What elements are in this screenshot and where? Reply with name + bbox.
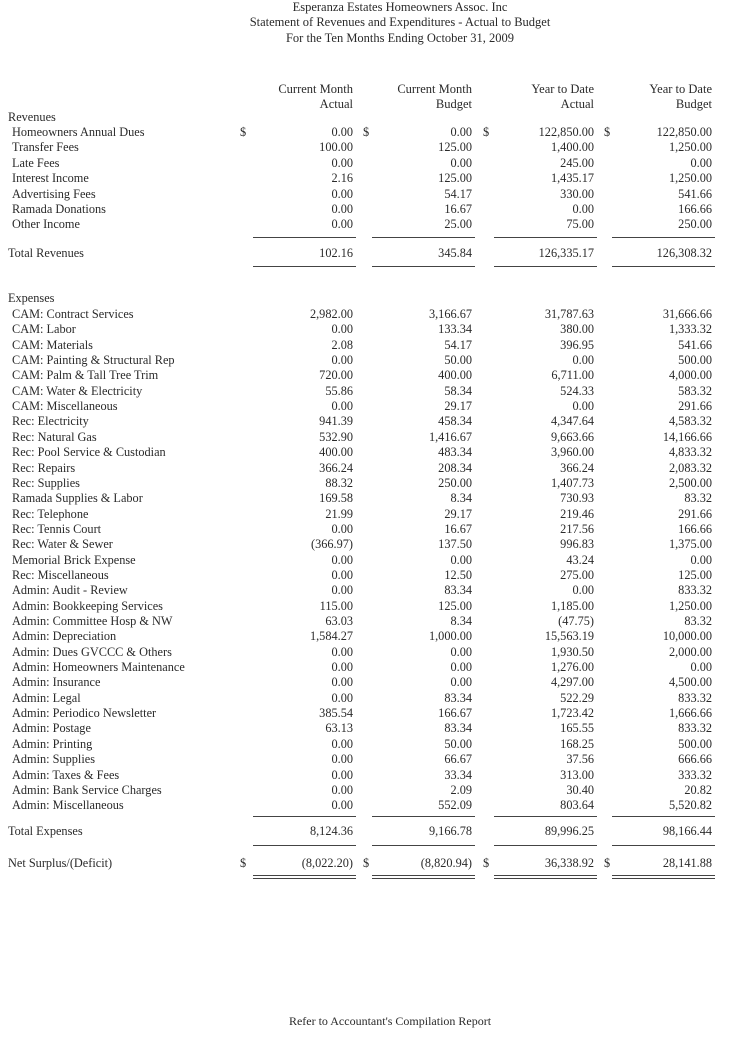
row-value: 166.67 [438, 706, 472, 720]
row-value: 14,166.66 [662, 430, 712, 444]
row-value: 208.34 [438, 461, 472, 475]
row-value: 0.00 [572, 202, 594, 216]
row-value: 1,400.00 [550, 140, 594, 154]
row-value: (47.75) [558, 614, 594, 628]
underline-rule [372, 816, 475, 817]
row-value: 21.99 [325, 507, 353, 521]
row-value: 2.08 [331, 338, 353, 352]
row-value: 126,335.17 [538, 246, 594, 260]
row-value: 1,435.17 [550, 171, 594, 185]
row-value: 8.34 [450, 491, 472, 505]
row-label: Admin: Committee Hosp & NW [12, 614, 173, 628]
row-label: Other Income [12, 217, 80, 231]
row-label: Admin: Depreciation [12, 629, 117, 643]
row-value: 133.34 [438, 322, 472, 336]
underline-rule [612, 237, 715, 238]
row-label: CAM: Palm & Tall Tree Trim [12, 368, 159, 382]
row-label: Rec: Tennis Court [12, 522, 102, 536]
row-value: 1,375.00 [668, 537, 712, 551]
row-value: 165.55 [560, 721, 594, 735]
row-value: 541.66 [678, 338, 712, 352]
currency-symbol: $ [483, 125, 490, 139]
row-value: 941.39 [319, 414, 353, 428]
row-value: 29.17 [444, 399, 472, 413]
row-label: Admin: Homeowners Maintenance [12, 660, 185, 674]
underline-rule [494, 816, 597, 817]
row-value: 2,000.00 [668, 645, 712, 659]
row-label: Rec: Supplies [12, 476, 80, 490]
underline-rule [372, 266, 475, 267]
row-label: Admin: Supplies [12, 752, 96, 766]
row-value: 8,124.36 [309, 824, 353, 838]
row-value: 250.00 [678, 217, 712, 231]
row-label: Rec: Electricity [12, 414, 89, 428]
row-value: 0.00 [331, 568, 353, 582]
row-value: 666.66 [678, 752, 712, 766]
row-value: 4,583.32 [668, 414, 712, 428]
row-value: 2,500.00 [668, 476, 712, 490]
currency-symbol: $ [604, 856, 611, 870]
row-value: 2.09 [450, 783, 472, 797]
row-value: 166.66 [678, 522, 712, 536]
row-value: 0.00 [331, 660, 353, 674]
underline-rule [612, 266, 715, 267]
row-value: 0.00 [331, 353, 353, 367]
row-value: 0.00 [450, 675, 472, 689]
row-value: 43.24 [566, 553, 594, 567]
row-value: 1,407.73 [550, 476, 594, 490]
row-label: Rec: Miscellaneous [12, 568, 109, 582]
row-value: 83.34 [444, 691, 472, 705]
row-value: 500.00 [678, 737, 712, 751]
row-value: 55.86 [325, 384, 353, 398]
row-value: 522.29 [560, 691, 594, 705]
currency-symbol: $ [363, 125, 370, 139]
footer-note: Refer to Accountant's Compilation Report [288, 1014, 492, 1028]
row-label: Admin: Bank Service Charges [12, 783, 162, 797]
underline-rule [253, 816, 356, 817]
row-value: 50.00 [444, 353, 472, 367]
row-value: 63.03 [325, 614, 353, 628]
row-value: 0.00 [450, 553, 472, 567]
underline-rule [372, 845, 475, 846]
row-value: 0.00 [450, 645, 472, 659]
row-label: Advertising Fees [12, 187, 96, 201]
row-label: Interest Income [12, 171, 89, 185]
row-value: 291.66 [678, 399, 712, 413]
row-label: Total Revenues [8, 246, 84, 260]
row-value: 3,166.67 [428, 307, 472, 321]
row-value: 385.54 [319, 706, 353, 720]
column-header-line2: Actual [560, 97, 594, 111]
underline-rule [372, 875, 475, 876]
row-value: 100.00 [319, 140, 353, 154]
row-label: CAM: Painting & Structural Rep [12, 353, 175, 367]
row-value: 137.50 [438, 537, 472, 551]
row-label: Rec: Natural Gas [12, 430, 97, 444]
row-value: 58.34 [444, 384, 472, 398]
row-value: 1,333.32 [668, 322, 712, 336]
underline-rule [372, 878, 475, 879]
row-label: Admin: Postage [12, 721, 91, 735]
row-value: 4,500.00 [668, 675, 712, 689]
report-title: Statement of Revenues and Expenditures - Actual to Budget [249, 15, 551, 29]
row-value: 83.32 [684, 491, 712, 505]
row-value: 996.83 [560, 537, 594, 551]
row-value: 291.66 [678, 507, 712, 521]
row-label: Admin: Taxes & Fees [12, 768, 120, 782]
column-header-line2: Budget [435, 97, 472, 111]
row-label: Rec: Telephone [12, 507, 89, 521]
row-value: 125.00 [438, 171, 472, 185]
row-value: 29.17 [444, 507, 472, 521]
row-label: Total Expenses [8, 824, 83, 838]
row-value: 0.00 [331, 522, 353, 536]
row-value: 126,308.32 [656, 246, 712, 260]
row-value: 125.00 [438, 140, 472, 154]
row-value: 16.67 [444, 522, 472, 536]
row-value: 833.32 [678, 691, 712, 705]
row-label: Admin: Printing [12, 737, 93, 751]
row-value: 31,787.63 [544, 307, 594, 321]
row-value: 0.00 [690, 553, 712, 567]
row-value: 10,000.00 [662, 629, 712, 643]
row-value: 1,584.27 [309, 629, 353, 643]
column-header-line1: Current Month [397, 82, 472, 96]
row-value: 98,166.44 [662, 824, 712, 838]
row-value: 541.66 [678, 187, 712, 201]
row-value: 31,666.66 [662, 307, 712, 321]
row-value: 122,850.00 [538, 125, 594, 139]
row-value: 0.00 [690, 660, 712, 674]
row-label: Admin: Dues GVCCC & Others [12, 645, 172, 659]
row-value: 0.00 [331, 783, 353, 797]
row-value: 1,723.42 [550, 706, 594, 720]
row-value: 2.16 [331, 171, 353, 185]
row-value: 4,000.00 [668, 368, 712, 382]
currency-symbol: $ [604, 125, 611, 139]
row-value: 720.00 [319, 368, 353, 382]
row-value: 483.34 [438, 445, 472, 459]
row-value: 330.00 [560, 187, 594, 201]
row-value: 83.32 [684, 614, 712, 628]
underline-rule [253, 875, 356, 876]
row-value: 9,663.66 [550, 430, 594, 444]
row-value: 20.82 [684, 783, 712, 797]
underline-rule [494, 266, 597, 267]
currency-symbol: $ [240, 856, 247, 870]
row-label: Rec: Pool Service & Custodian [12, 445, 166, 459]
row-value: 125.00 [678, 568, 712, 582]
row-value: 66.67 [444, 752, 472, 766]
row-label: Admin: Miscellaneous [12, 798, 124, 812]
row-value: 532.90 [319, 430, 353, 444]
row-label: CAM: Water & Electricity [12, 384, 143, 398]
row-value: 0.00 [331, 645, 353, 659]
row-label: Admin: Audit - Review [12, 583, 128, 597]
underline-rule [253, 845, 356, 846]
row-value: 366.24 [560, 461, 594, 475]
row-value: 63.13 [325, 721, 353, 735]
row-value: 0.00 [331, 187, 353, 201]
row-value: 8.34 [450, 614, 472, 628]
row-label: Ramada Donations [12, 202, 106, 216]
row-value: 803.64 [560, 798, 594, 812]
row-label: CAM: Labor [12, 322, 76, 336]
row-value: 5,520.82 [668, 798, 712, 812]
row-value: 0.00 [331, 217, 353, 231]
row-label: Ramada Supplies & Labor [12, 491, 143, 505]
row-value: 0.00 [331, 675, 353, 689]
row-value: 833.32 [678, 721, 712, 735]
row-value: 500.00 [678, 353, 712, 367]
row-value: 168.25 [560, 737, 594, 751]
underline-rule [612, 845, 715, 846]
row-value: 0.00 [331, 583, 353, 597]
row-label: Revenues [8, 110, 56, 124]
row-value: 169.58 [319, 491, 353, 505]
row-value: 250.00 [438, 476, 472, 490]
row-label: Admin: Bookkeeping Services [12, 599, 163, 613]
currency-symbol: $ [483, 856, 490, 870]
row-value: 0.00 [331, 553, 353, 567]
row-value: 458.34 [438, 414, 472, 428]
row-value: 366.24 [319, 461, 353, 475]
row-value: 33.34 [444, 768, 472, 782]
row-value: 219.46 [560, 507, 594, 521]
row-value: 583.32 [678, 384, 712, 398]
row-value: 50.00 [444, 737, 472, 751]
row-value: 313.00 [560, 768, 594, 782]
row-value: 0.00 [572, 353, 594, 367]
column-header-line2: Actual [319, 97, 353, 111]
row-label: Rec: Repairs [12, 461, 76, 475]
row-value: 1,416.67 [428, 430, 472, 444]
row-value: 0.00 [331, 768, 353, 782]
column-header-line1: Current Month [278, 82, 353, 96]
org-name: Esperanza Estates Homeowners Assoc. Inc [292, 0, 508, 14]
row-value: 2,083.32 [668, 461, 712, 475]
row-value: 1,666.66 [668, 706, 712, 720]
row-value: 166.66 [678, 202, 712, 216]
row-value: 396.95 [560, 338, 594, 352]
row-label: Admin: Insurance [12, 675, 101, 689]
underline-rule [253, 266, 356, 267]
row-value: 345.84 [438, 246, 472, 260]
row-value: 1,250.00 [668, 171, 712, 185]
underline-rule [253, 237, 356, 238]
row-value: 4,833.32 [668, 445, 712, 459]
row-label: Expenses [8, 291, 55, 305]
row-label: CAM: Miscellaneous [12, 399, 118, 413]
column-header-line2: Budget [675, 97, 712, 111]
row-label: Transfer Fees [12, 140, 79, 154]
row-label: Memorial Brick Expense [12, 553, 136, 567]
row-value: 0.00 [331, 156, 353, 170]
row-value: 0.00 [331, 798, 353, 812]
row-value: 4,347.64 [550, 414, 594, 428]
underline-rule [494, 845, 597, 846]
row-value: 4,297.00 [550, 675, 594, 689]
row-value: 0.00 [331, 752, 353, 766]
row-value: 217.56 [560, 522, 594, 536]
row-value: 125.00 [438, 599, 472, 613]
row-value: 12.50 [444, 568, 472, 582]
underline-rule [494, 878, 597, 879]
row-value: 0.00 [331, 202, 353, 216]
row-value: 833.32 [678, 583, 712, 597]
currency-symbol: $ [240, 125, 247, 139]
row-value: 245.00 [560, 156, 594, 170]
underline-rule [494, 875, 597, 876]
row-value: 0.00 [331, 322, 353, 336]
row-value: 0.00 [450, 125, 472, 139]
row-value: 380.00 [560, 322, 594, 336]
row-value: (366.97) [310, 537, 353, 551]
row-value: 37.56 [566, 752, 594, 766]
row-label: CAM: Materials [12, 338, 93, 352]
row-value: (8,022.20) [301, 856, 353, 870]
row-label: Admin: Periodico Newsletter [12, 706, 157, 720]
row-value: 730.93 [560, 491, 594, 505]
row-value: 54.17 [444, 338, 472, 352]
row-value: 3,960.00 [550, 445, 594, 459]
column-header-line1: Year to Date [649, 82, 712, 96]
underline-rule [494, 237, 597, 238]
row-value: 88.32 [325, 476, 353, 490]
row-value: 30.40 [566, 783, 594, 797]
row-value: 524.33 [560, 384, 594, 398]
row-label: Admin: Legal [12, 691, 81, 705]
row-value: 1,250.00 [668, 599, 712, 613]
row-value: 1,250.00 [668, 140, 712, 154]
row-value: 400.00 [438, 368, 472, 382]
row-value: 0.00 [331, 399, 353, 413]
row-value: 0.00 [572, 399, 594, 413]
row-value: 89,996.25 [544, 824, 594, 838]
underline-rule [612, 816, 715, 817]
row-value: 333.32 [678, 768, 712, 782]
row-value: 36,338.92 [544, 856, 594, 870]
row-value: 83.34 [444, 721, 472, 735]
row-value: 0.00 [450, 660, 472, 674]
row-value: 28,141.88 [662, 856, 712, 870]
row-value: 122,850.00 [656, 125, 712, 139]
row-value: 15,563.19 [544, 629, 594, 643]
row-value: 75.00 [566, 217, 594, 231]
underline-rule [612, 875, 715, 876]
column-header-line1: Year to Date [531, 82, 594, 96]
row-value: 0.00 [331, 691, 353, 705]
underline-rule [372, 237, 475, 238]
underline-rule [253, 878, 356, 879]
row-value: 2,982.00 [309, 307, 353, 321]
row-value: 9,166.78 [428, 824, 472, 838]
row-value: 1,185.00 [550, 599, 594, 613]
row-value: 83.34 [444, 583, 472, 597]
row-value: 0.00 [331, 125, 353, 139]
row-label: CAM: Contract Services [12, 307, 134, 321]
row-label: Homeowners Annual Dues [12, 125, 145, 139]
row-value: 0.00 [450, 156, 472, 170]
row-value: 1,276.00 [550, 660, 594, 674]
row-value: 102.16 [319, 246, 353, 260]
underline-rule [612, 878, 715, 879]
row-value: 54.17 [444, 187, 472, 201]
row-value: 400.00 [319, 445, 353, 459]
row-value: 16.67 [444, 202, 472, 216]
row-label: Rec: Water & Sewer [12, 537, 113, 551]
row-value: (8,820.94) [420, 856, 472, 870]
report-period: For the Ten Months Ending October 31, 2009 [285, 31, 515, 45]
row-label: Net Surplus/(Deficit) [8, 856, 113, 870]
row-value: 0.00 [572, 583, 594, 597]
row-label: Late Fees [12, 156, 60, 170]
row-value: 1,930.50 [550, 645, 594, 659]
row-value: 1,000.00 [428, 629, 472, 643]
row-value: 275.00 [560, 568, 594, 582]
currency-symbol: $ [363, 856, 370, 870]
row-value: 552.09 [438, 798, 472, 812]
row-value: 0.00 [690, 156, 712, 170]
row-value: 25.00 [444, 217, 472, 231]
row-value: 115.00 [319, 599, 353, 613]
row-value: 6,711.00 [551, 368, 594, 382]
row-value: 0.00 [331, 737, 353, 751]
